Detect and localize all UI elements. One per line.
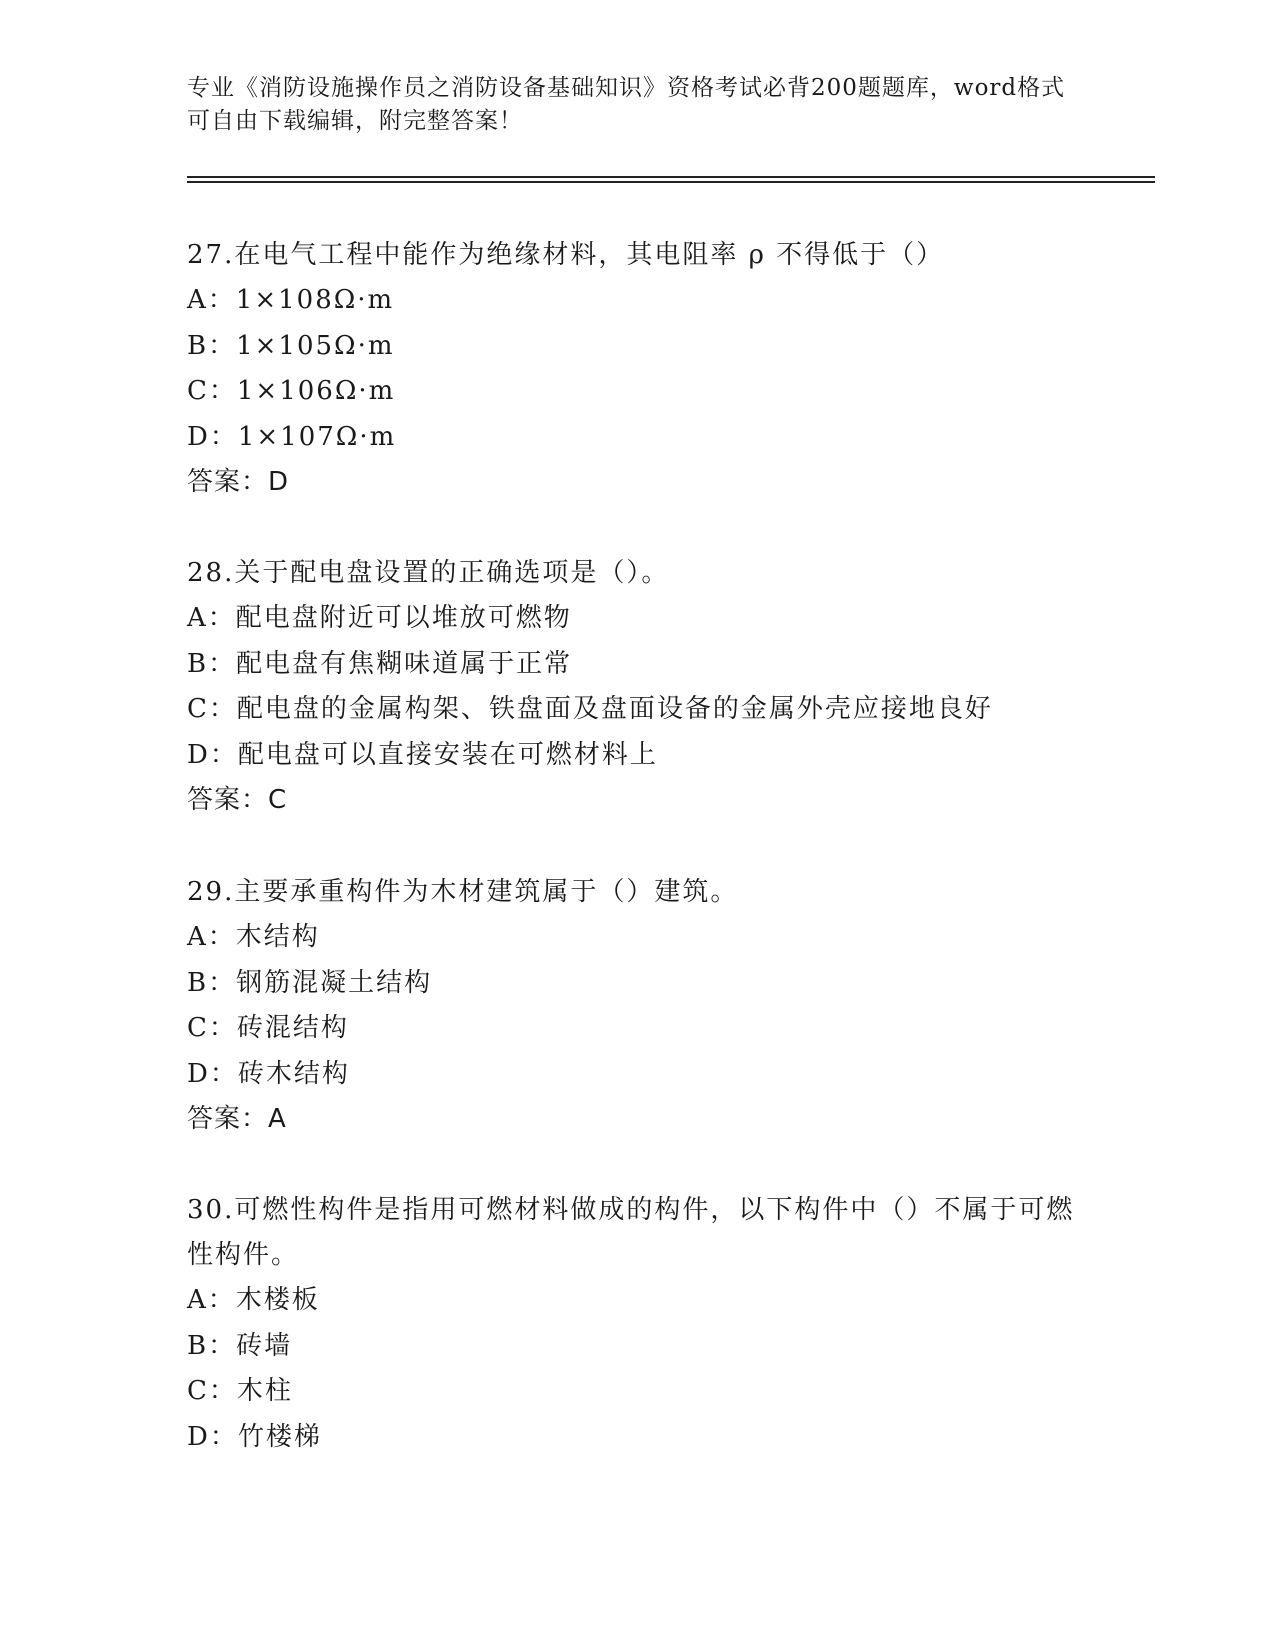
- option-a: A：木楼板: [187, 1285, 320, 1315]
- document-header: [187, 72, 1067, 138]
- option-c: C：1×106Ω·m: [187, 376, 396, 406]
- question-stem: 29.主要承重构件为木材建筑属于（）建筑。: [187, 877, 739, 907]
- option-d: D：竹楼梯: [187, 1421, 322, 1452]
- option-d: D：砖木结构: [187, 1058, 350, 1089]
- question-stem: 30.可燃性构件是指用可燃材料做成的构件，以下构件中（）不属于可燃性构件。: [187, 1195, 1075, 1270]
- question-27: [187, 233, 1087, 505]
- header-divider-bottom: [187, 181, 1155, 183]
- answer-line: 答案：C: [187, 785, 288, 815]
- option-d: D：1×107Ω·m: [187, 421, 397, 452]
- question-stem: 28.关于配电盘设置的正确选项是（）。: [187, 558, 670, 588]
- question-stem: 27.在电气工程中能作为绝缘材料，其电阻率 ρ 不得低于（）: [187, 240, 945, 270]
- option-d: D：配电盘可以直接安装在可燃材料上: [187, 739, 658, 770]
- option-a: A：配电盘附近可以堆放可燃物: [187, 603, 572, 633]
- question-28: [187, 551, 1087, 823]
- option-b: B：1×105Ω·m: [187, 330, 395, 361]
- option-c: C：砖混结构: [187, 1013, 349, 1043]
- option-c: C：木柱: [187, 1376, 293, 1406]
- answer-line: 答案：D: [187, 467, 290, 497]
- question-30: [187, 1188, 1087, 1460]
- option-b: B：砖墙: [187, 1330, 293, 1361]
- header-text: 专业《消防设施操作员之消防设备基础知识》资格考试必背200题题库，word格式可自由下载编辑，附完整答案！: [187, 75, 1066, 134]
- option-a: A：1×108Ω·m: [187, 285, 395, 315]
- option-b: B：配电盘有焦糊味道属于正常: [187, 648, 573, 679]
- option-b: B：钢筋混凝土结构: [187, 967, 433, 998]
- header-divider-top: [187, 176, 1155, 178]
- answer-line: 答案：A: [187, 1104, 287, 1134]
- option-c: C：配电盘的金属构架、铁盘面及盘面设备的金属外壳应接地良好: [187, 694, 993, 724]
- question-29: [187, 870, 1087, 1142]
- option-a: A：木结构: [187, 922, 320, 952]
